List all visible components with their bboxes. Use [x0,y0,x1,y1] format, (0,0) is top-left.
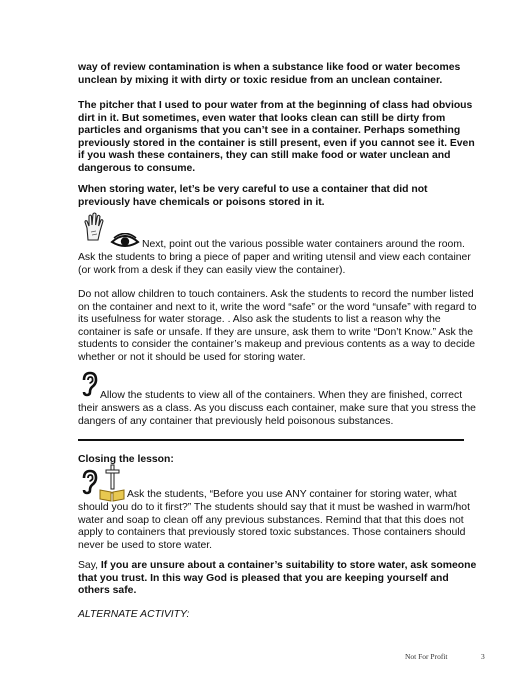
eye-icon [110,233,140,249]
paragraph-contamination-definition: way of review contamination is when a substance like food or water becomes unclean by mixing it with dirty or toxic residue from an unclean container. [78,62,461,86]
paragraph-containers-rest: Ask the students to bring a piece of paper and writing utensil and view each container (or work from a desk if they can easily view the container). [78,252,471,276]
closing-prefix: Say, [78,560,101,571]
footer-label: Not For Profit [405,652,448,661]
paragraph-storing-water: When storing water, let’s be very careful to use a container that did not previously have chemicals or poisons stored in it. [78,184,428,208]
paragraph-ask-students-lead: Ask the students, “Before you use ANY container for storing water, what [127,489,457,500]
paragraph-view-containers-rest: their answers as a class. As you discuss each container, make sure that you stress the dangers of any container that previously held poisonous substances. [78,403,476,427]
paragraph-ask-students-rest: should you do to it first?” The students should say that it must be washed in warm/hot water and soap to clean off any previous substances. Remind that that this does not apply to containers that previously stored toxic substances. Those containers should never be used to store water. [78,502,470,551]
ear-icon [80,371,98,397]
hand-icon [82,212,108,242]
paragraph-view-containers-lead: Allow the students to view all of the containers. When they are finished, correct [100,390,463,401]
paragraph-do-not-touch: Do not allow children to touch containers. Ask the students to record the number listed on the container and next to it, write the word “safe” or the word “unsafe” with regard to its usefulness for water storage. . Also ask the students to list a reason why the container is safe or unsafe. If they are unsure, ask them to write “Don’t Know.” Ask the students to consider the container’s makeup and previous contents as a way to decide whether or not it should be used for storing water. [78,289,477,363]
paragraph-closing-statement [78,560,478,598]
closing-bold-text: If you are unsure about a container’s suitability to store water, ask someone that you trust. In this way God is pleased that you are keeping yourself and others safe. [78,560,477,597]
ear-icon [80,469,98,495]
alternate-activity-heading: ALTERNATE ACTIVITY: [78,609,190,620]
closing-heading: Closing the lesson: [78,454,174,465]
paragraph-containers-lead: Next, point out the various possible water containers around the room. [142,239,465,250]
book-icon [98,487,126,503]
page-number: 3 [481,652,485,661]
section-divider [78,439,464,441]
paragraph-pitcher-example: The pitcher that I used to pour water from at the beginning of class had obvious dirt in it. But sometimes, even water that looks clean can still be dirty from particles and organisms that you can’t see in a container. Perhaps something previously stored in the container is still present, even if you cannot see it. Even if you wash these containers, they can still make food or water unclean and dangerous to consume. [78,100,475,174]
